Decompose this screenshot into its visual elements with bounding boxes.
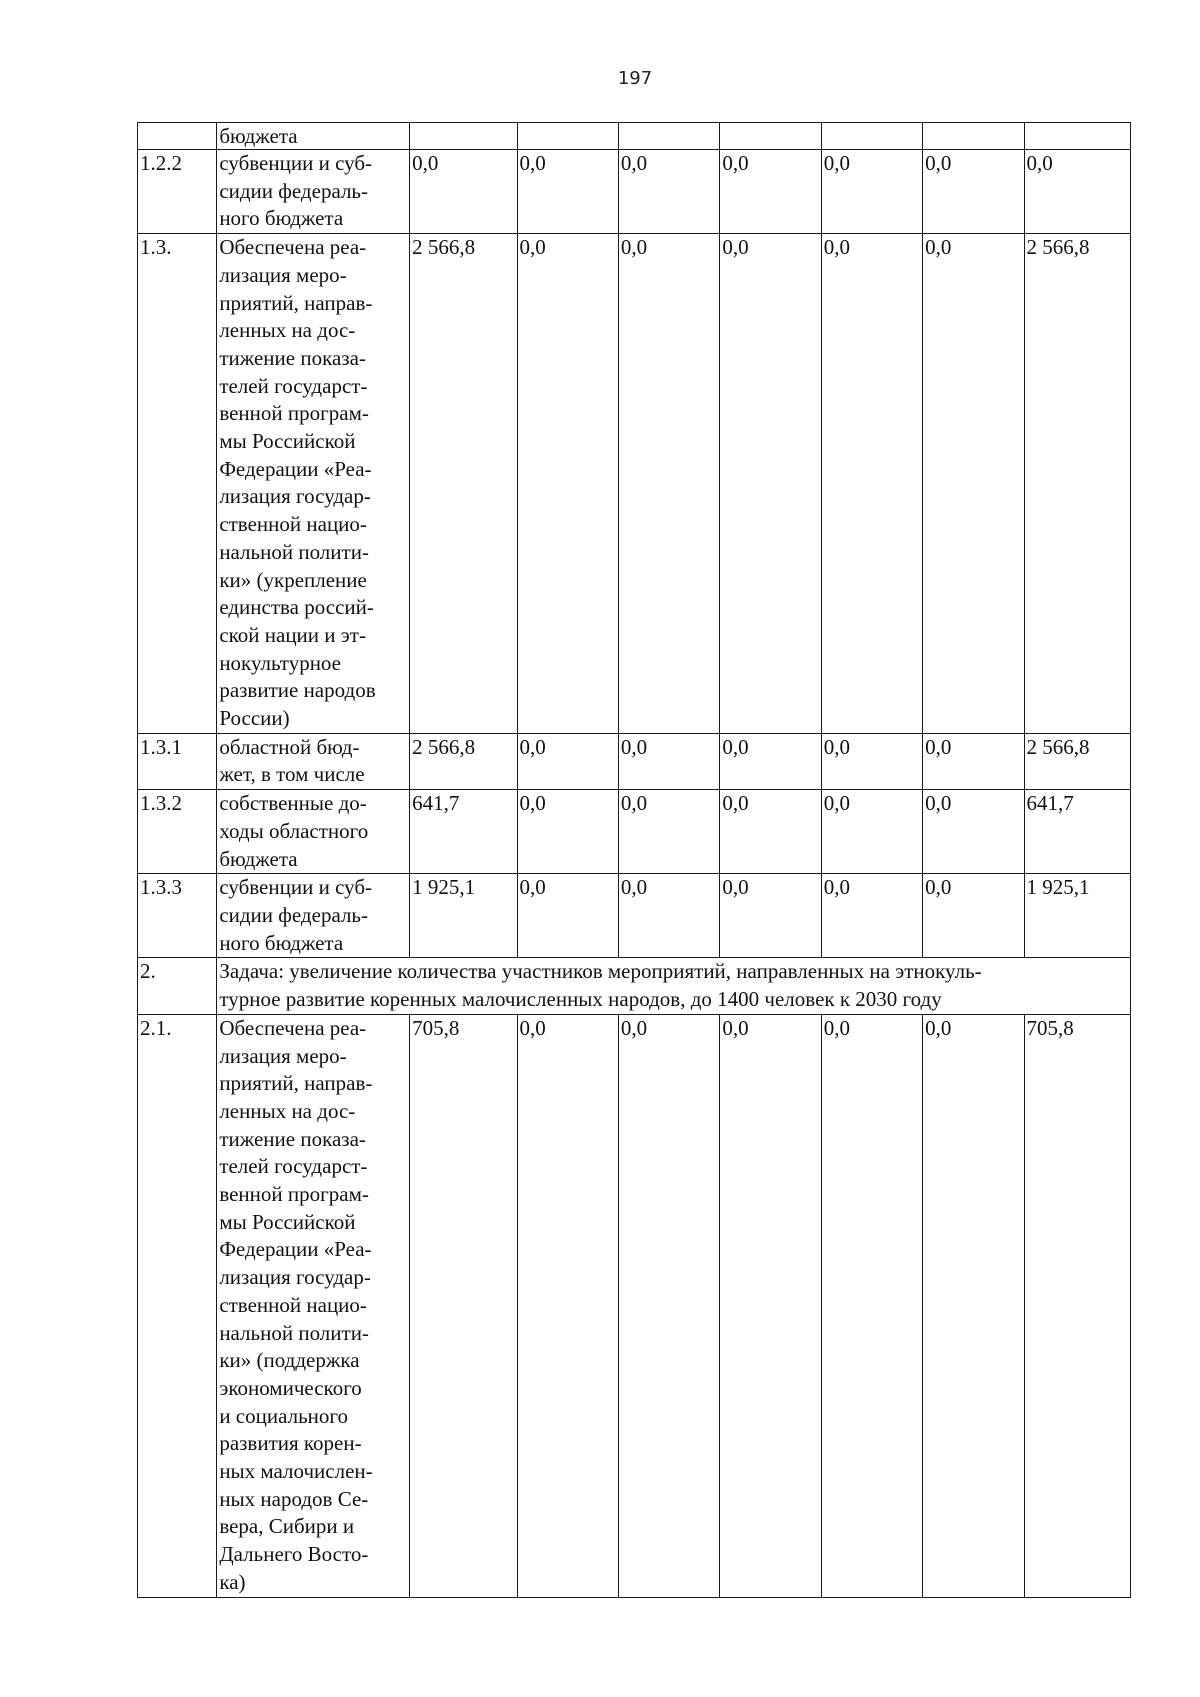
value-cell: 641,7 bbox=[410, 790, 517, 874]
value-cell: 0,0 bbox=[720, 234, 821, 734]
page-number: 197 bbox=[617, 68, 653, 89]
table-row bbox=[138, 874, 1131, 958]
task-row bbox=[138, 958, 1131, 1014]
value-cell: 705,8 bbox=[1024, 1014, 1130, 1597]
value-cell: 0,0 bbox=[923, 790, 1024, 874]
row-description: собственные до- ходы областного бюджета bbox=[217, 790, 410, 874]
value-cell: 0,0 bbox=[821, 150, 922, 234]
value-cell: 0,0 bbox=[618, 733, 719, 789]
row-number: 2.1. bbox=[138, 1014, 217, 1597]
value-cell: 0,0 bbox=[923, 234, 1024, 734]
value-cell: 0,0 bbox=[821, 1014, 922, 1597]
value-cell: 0,0 bbox=[720, 733, 821, 789]
task-number: 2. bbox=[138, 958, 217, 1014]
value-cell: 0,0 bbox=[618, 790, 719, 874]
table-row bbox=[138, 1014, 1131, 1597]
value-cell bbox=[821, 123, 922, 150]
funding-table bbox=[137, 122, 1131, 1598]
table-body bbox=[138, 123, 1131, 1598]
value-cell: 641,7 bbox=[1024, 790, 1130, 874]
row-number: 1.2.2 bbox=[138, 150, 217, 234]
value-cell: 0,0 bbox=[923, 874, 1024, 958]
value-cell: 0,0 bbox=[821, 234, 922, 734]
value-cell: 0,0 bbox=[517, 1014, 618, 1597]
table-row bbox=[138, 150, 1131, 234]
value-cell bbox=[1024, 123, 1130, 150]
value-cell: 0,0 bbox=[517, 234, 618, 734]
value-cell: 2 566,8 bbox=[410, 234, 517, 734]
value-cell: 0,0 bbox=[618, 234, 719, 734]
value-cell: 0,0 bbox=[618, 150, 719, 234]
value-cell: 0,0 bbox=[821, 733, 922, 789]
value-cell bbox=[923, 123, 1024, 150]
value-cell: 1 925,1 bbox=[1024, 874, 1130, 958]
table-row bbox=[138, 733, 1131, 789]
value-cell: 0,0 bbox=[720, 150, 821, 234]
value-cell: 1 925,1 bbox=[410, 874, 517, 958]
value-cell: 0,0 bbox=[517, 150, 618, 234]
table-row bbox=[138, 790, 1131, 874]
value-cell: 0,0 bbox=[720, 790, 821, 874]
value-cell: 0,0 bbox=[923, 1014, 1024, 1597]
value-cell bbox=[410, 123, 517, 150]
value-cell: 0,0 bbox=[923, 733, 1024, 789]
value-cell: 705,8 bbox=[410, 1014, 517, 1597]
row-description: Обеспечена реа- лизация меро- приятий, направ- ленных на дос- тижение показа- телей государст- венной програм- мы Российской Федерации «Реа- лизация государ- ственной нацио- нальной полити- ки» (поддержка экономического и социального развития корен- ных малочислен- ных народов Се- вера, Сибири и Дальнего Восто- ка) bbox=[217, 1014, 410, 1597]
value-cell: 0,0 bbox=[618, 1014, 719, 1597]
value-cell: 0,0 bbox=[720, 874, 821, 958]
row-number: 1.3. bbox=[138, 234, 217, 734]
value-cell bbox=[720, 123, 821, 150]
value-cell: 2 566,8 bbox=[1024, 733, 1130, 789]
task-description: Задача: увеличение количества участников мероприятий, направленных на этнокуль- турное развитие коренных малочисленных народов, до 1400 человек к 2030 году bbox=[217, 958, 1131, 1014]
row-number: 1.3.3 bbox=[138, 874, 217, 958]
row-number: 1.3.2 bbox=[138, 790, 217, 874]
value-cell bbox=[618, 123, 719, 150]
row-number: 1.3.1 bbox=[138, 733, 217, 789]
value-cell: 0,0 bbox=[410, 150, 517, 234]
value-cell: 0,0 bbox=[821, 874, 922, 958]
value-cell: 0,0 bbox=[517, 874, 618, 958]
value-cell: 0,0 bbox=[923, 150, 1024, 234]
value-cell: 0,0 bbox=[720, 1014, 821, 1597]
row-description: субвенции и суб- сидии федераль- ного бюджета bbox=[217, 874, 410, 958]
row-description: бюджета bbox=[217, 123, 410, 150]
value-cell: 0,0 bbox=[517, 790, 618, 874]
value-cell: 0,0 bbox=[517, 733, 618, 789]
row-description: субвенции и суб- сидии федераль- ного бюджета bbox=[217, 150, 410, 234]
table-row bbox=[138, 234, 1131, 734]
table-row bbox=[138, 123, 1131, 150]
value-cell: 0,0 bbox=[1024, 150, 1130, 234]
row-description: Обеспечена реа- лизация меро- приятий, направ- ленных на дос- тижение показа- телей государст- венной програм- мы Российской Федерации «Реа- лизация государ- ственной нацио- нальной полити- ки» (укрепление единства россий- ской нации и эт- нокультурное развитие народов России) bbox=[217, 234, 410, 734]
value-cell: 2 566,8 bbox=[1024, 234, 1130, 734]
value-cell: 2 566,8 bbox=[410, 733, 517, 789]
row-description: областной бюд- жет, в том числе bbox=[217, 733, 410, 789]
value-cell: 0,0 bbox=[821, 790, 922, 874]
row-number bbox=[138, 123, 217, 150]
value-cell: 0,0 bbox=[618, 874, 719, 958]
value-cell bbox=[517, 123, 618, 150]
